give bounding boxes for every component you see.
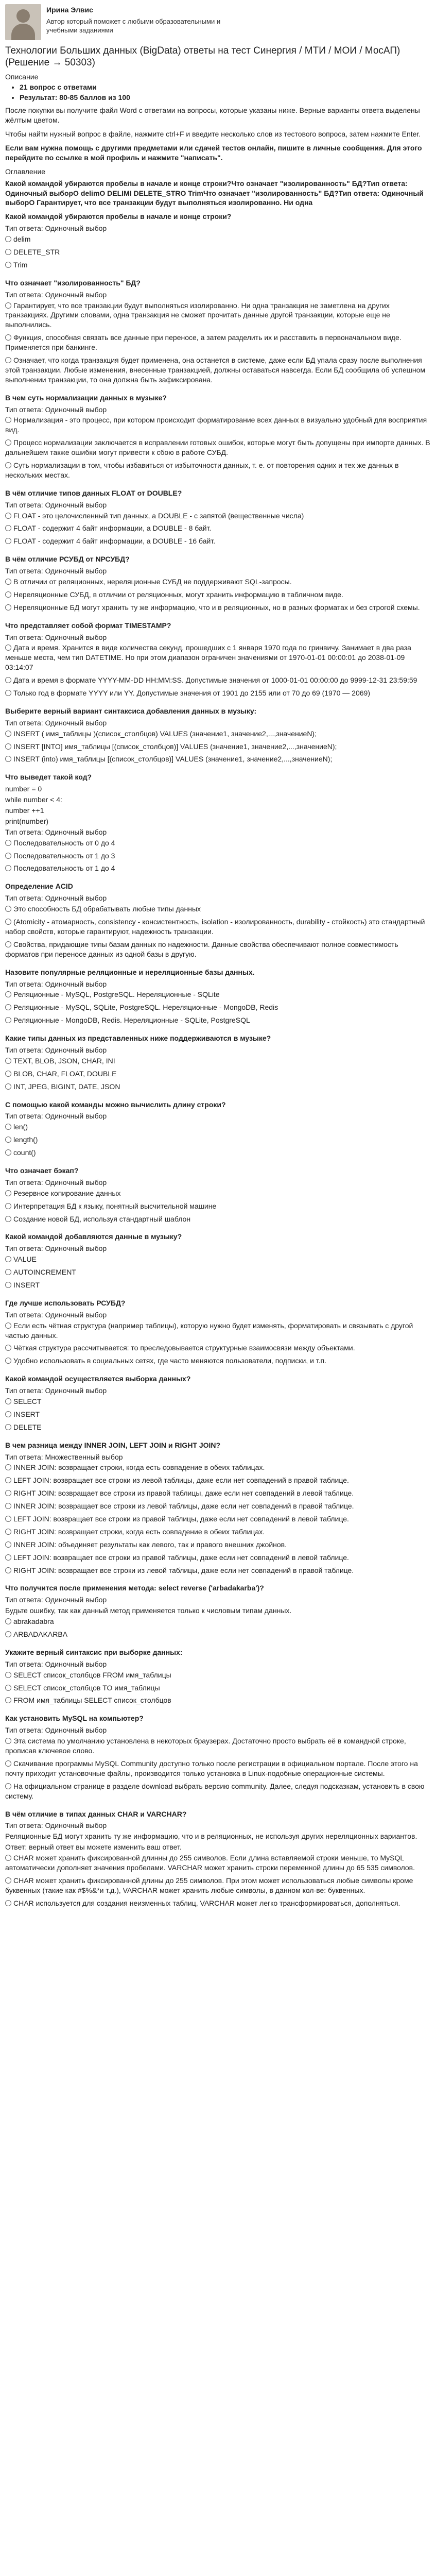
- question-block: [5, 1809, 431, 1908]
- answer-option-label: RIGHT JOIN: возвращает строки, когда есть совпадение в обеих таблицах.: [13, 1527, 265, 1536]
- question-text: В чем суть нормализации данных в музыке?: [5, 393, 167, 402]
- answer-option-label: DELETE_STR: [13, 247, 60, 256]
- radio-icon[interactable]: [5, 1877, 11, 1884]
- question-block: [5, 772, 431, 873]
- radio-icon[interactable]: [5, 1424, 11, 1430]
- answer-option[interactable]: [5, 1853, 431, 1873]
- question-text: С помощью какой команды можно вычислить длину строки?: [5, 1100, 226, 1109]
- answer-option[interactable]: [5, 523, 431, 533]
- answer-option[interactable]: [5, 1255, 431, 1264]
- answer-option-label: Удобно использовать в социальных сетях, где часто меняются пользователи, подписки, и т.п.: [13, 1357, 326, 1365]
- question-text: Что получится после применения метода: select reverse ('arbadakarba')?: [5, 1584, 264, 1592]
- radio-icon[interactable]: [5, 462, 11, 468]
- answer-option-label: Процесс нормализации заключается в исправлении готовых ошибок, которые могут быть допущены при импорте данных. В дальнейшем также ошибки могут привести к сбою в работе СУБД.: [5, 438, 430, 457]
- radio-icon[interactable]: [5, 591, 11, 598]
- answer-option[interactable]: [5, 1148, 431, 1158]
- question-block: [5, 1033, 431, 1091]
- answer-option[interactable]: [5, 1488, 431, 1498]
- answer-option-label: length(): [13, 1136, 38, 1144]
- question-block: [5, 278, 431, 385]
- answer-type: Тип ответа: Одиночный выбор: [5, 1112, 107, 1121]
- answer-option[interactable]: [5, 1683, 431, 1693]
- question-text: Что представляет собой формат TIMESTAMP?: [5, 621, 171, 630]
- answer-option-label: Последовательность от 1 до 3: [13, 851, 115, 860]
- radio-icon[interactable]: [5, 743, 11, 750]
- radio-icon[interactable]: [5, 1256, 11, 1262]
- answer-option[interactable]: [5, 1321, 431, 1341]
- radio-icon[interactable]: [5, 604, 11, 611]
- toc-label: Оглавление: [5, 167, 46, 176]
- question-note: Будьте ошибку, так как данный метод применяется только к числовым типам данных.: [5, 1606, 292, 1615]
- answer-option[interactable]: [5, 990, 431, 999]
- question-text: Назовите популярные реляционные и нереляционные базы данных.: [5, 968, 255, 976]
- answer-option-label: Функция, способная связать все данные при переносе, а затем разделить их и расставить в первоначальном виде. Применяется при банкинге.: [5, 333, 402, 352]
- answer-type: Тип ответа: Одиночный выбор: [5, 1310, 107, 1319]
- description-label: Описание: [5, 72, 39, 81]
- answer-option-label: Это способность БД обрабатывать любые типы данных: [13, 905, 201, 913]
- question-block: [5, 393, 431, 480]
- code-line: number ++1: [5, 806, 44, 815]
- radio-icon[interactable]: [5, 991, 11, 997]
- answer-option-label: INNER JOIN: возвращает все строки из левой таблицы, даже если нет совпадений в правой таблице.: [13, 1502, 354, 1511]
- answer-option-label: Реляционные - MySQL, SQLite, PostgreSQL. Нереляционные - MongoDB, Redis: [13, 1003, 278, 1012]
- question-block: [5, 706, 431, 764]
- radio-icon[interactable]: [5, 1541, 11, 1548]
- answer-option-label: RIGHT JOIN: возвращает все строки из правой таблицы, даже если нет совпадений в левой таблице.: [13, 1489, 354, 1498]
- answer-option-label: INSERT: [13, 1410, 40, 1418]
- answer-option[interactable]: [5, 247, 431, 257]
- answer-option-label: Реляционные - MongoDB, Redis. Нереляционные - SQLite, PostgreSQL: [13, 1016, 250, 1025]
- radio-icon[interactable]: [5, 1618, 11, 1624]
- answer-option[interactable]: [5, 461, 431, 480]
- radio-icon[interactable]: [5, 334, 11, 341]
- answer-option-label: Гарантирует, что все транзакции будут выполняться изолированно. Ни одна транзакция не заметлена на других транзакциях. Другими словами, одна транзакция не сможет прочитать данные другой транзакции, которые еще не выполнились.: [5, 301, 390, 329]
- answer-option-label: CHAR может хранить фиксированной длины до 255 символов. При этом может использоваться любые символы кроме буквенных (такие как #$%&*и т.д.), VARCHAR может хранить любые символы, в данном кол-ве: буквенных.: [5, 1876, 413, 1894]
- answer-option[interactable]: [5, 1670, 431, 1680]
- radio-icon[interactable]: [5, 1203, 11, 1209]
- question-block: [5, 1583, 431, 1639]
- answer-option-label: TEXT, BLOB, JSON, CHAR, INI: [13, 1056, 115, 1065]
- question-text: Что означает "изолированность" БД?: [5, 278, 141, 287]
- answer-option[interactable]: [5, 1356, 431, 1366]
- answer-option-label: CHAR используется для создания неизменных таблиц, VARCHAR может легко трансформироваться, дополняться.: [13, 1899, 400, 1907]
- radio-icon[interactable]: [5, 1697, 11, 1703]
- stat-questions: • 21 вопрос с ответами: [20, 82, 431, 92]
- radio-icon[interactable]: [5, 1269, 11, 1275]
- answer-option[interactable]: [5, 851, 431, 861]
- answer-option-label: (Atomicity - атомарность, consistency - консистентность, isolation - изолированность, durability - стойкость) это стандартный набор свойств, которые гарантируют, надежность транзакции.: [5, 918, 425, 936]
- answer-option-label: INT, JPEG, BIGINT, DATE, JSON: [13, 1082, 120, 1091]
- answer-option[interactable]: [5, 643, 431, 672]
- answer-option-label: Скачивание программы MySQL Community доступно только после регистрации в официальном портале. После этого на почту приходит установочные файлы, производится только установка в Linux-подобные операционные системы.: [5, 1759, 418, 1777]
- radio-icon[interactable]: [5, 1282, 11, 1288]
- answer-option[interactable]: [5, 1189, 431, 1198]
- radio-icon[interactable]: [5, 1149, 11, 1156]
- answer-option[interactable]: [5, 1759, 431, 1778]
- radio-icon[interactable]: [5, 1567, 11, 1573]
- answer-option[interactable]: [5, 1015, 431, 1025]
- question-text: Где лучше использовать РСУБД?: [5, 1298, 126, 1307]
- answer-option-label: Создание новой БД, используя стандартный шаблон: [13, 1214, 191, 1223]
- answer-option-label: Эта система по умолчанию установлена в некоторых браузерах. Достаточно просто выбрать её в командной строке, прописав ключевое слово.: [5, 1737, 406, 1755]
- answer-option-label: FLOAT - содержит 4 байт информации, а DOUBLE - 16 байт.: [13, 537, 216, 546]
- answer-option-label: Последовательность от 1 до 4: [13, 864, 115, 873]
- author-name[interactable]: Ирина Элвис: [46, 6, 93, 14]
- radio-icon[interactable]: [5, 1190, 11, 1196]
- radio-icon[interactable]: [5, 1345, 11, 1351]
- answer-option[interactable]: [5, 1214, 431, 1224]
- answer-option[interactable]: [5, 1280, 431, 1290]
- author-info: [46, 4, 232, 35]
- radio-icon[interactable]: [5, 1323, 11, 1329]
- answer-option-label: LEFT JOIN: возвращает все строки из правой таблицы, даже если нет совпадений в левой таблице.: [13, 1553, 349, 1562]
- answer-type: Тип ответа: Одиночный выбор: [5, 500, 107, 509]
- answer-option-label: INSERT [INTO] имя_таблицы [(список_столбцов)] VALUES (значение1, значение2,...,значениеN);: [13, 742, 337, 751]
- radio-icon[interactable]: [5, 1058, 11, 1064]
- stat-result: • Результат: 80-85 баллов из 100: [20, 93, 431, 103]
- answer-option[interactable]: [5, 234, 431, 244]
- radio-icon[interactable]: [5, 357, 11, 363]
- answer-option[interactable]: [5, 1501, 431, 1511]
- answer-option-label: AUTOINCREMENT: [13, 1268, 76, 1277]
- answer-option[interactable]: [5, 917, 431, 937]
- question-block: [5, 1232, 431, 1290]
- answer-option-label: Нереляционные БД могут хранить ту же информацию, что и в реляционных, но в разных форматах и без строгой схемы.: [13, 603, 420, 612]
- radio-icon[interactable]: [5, 1490, 11, 1496]
- radio-icon[interactable]: [5, 1760, 11, 1767]
- answer-option-label: INNER JOIN: объединяет результаты как левого, так и правого внешних джойнов.: [13, 1540, 287, 1549]
- question-block: [5, 1100, 431, 1158]
- radio-icon[interactable]: [5, 690, 11, 696]
- answer-option[interactable]: [5, 1876, 431, 1895]
- answer-option-label: INNER JOIN: возвращает строки, когда есть совпадение в обеих таблицах.: [13, 1463, 265, 1472]
- answer-option-label: Если есть чётная структура (например таблицы), которую нужно будет изменять, форматировать и связывать с другой частью данных.: [5, 1321, 413, 1340]
- question-text: Выберите верный вариант синтаксиса добавления данных в музыку:: [5, 706, 257, 715]
- radio-icon[interactable]: [5, 853, 11, 859]
- question-text: Какой командой добавляются данные в музыку?: [5, 1232, 182, 1241]
- answer-option[interactable]: [5, 1736, 431, 1756]
- radio-icon[interactable]: [5, 1529, 11, 1535]
- radio-icon[interactable]: [5, 1216, 11, 1222]
- radio-icon[interactable]: [5, 513, 11, 519]
- help-note: Если вам нужна помощь с другими предметами или сдачей тестов онлайн, пишите в личные сообщения. Для этого перейдите по ссылке в мой профиль и нажмите "написать".: [5, 143, 422, 162]
- answer-option-label: Интерпретация БД к языку, понятный высчительной машине: [13, 1201, 217, 1210]
- question-block: [5, 554, 431, 612]
- stats-list: [5, 82, 431, 103]
- answer-option-label: Дата и время. Хранится в виде количества секунд, прошедших с 1 января 1970 года по гринвичу. Занимает в два раза меньше места, чем тип DATETIME. Но при этом диапазон ограничен значениями от 1970-01-01 00:00:01 до 2038-01-09 03:14:07: [5, 643, 411, 672]
- answer-option-label: CHAR может хранить фиксированной длинны до 255 символов. Если длина вставляемой строки меньше, то MySQL автоматически дополняет значения пробелами. VARCHAR может хранить строки переменной длины до 65 535 символов.: [5, 1854, 415, 1872]
- radio-icon[interactable]: [5, 840, 11, 846]
- answer-option-label: LEFT JOIN: возвращает все строки из правой таблицы, даже если нет совпадений в левой таблице.: [13, 1515, 349, 1523]
- question-note: Реляционные БД могут хранить ту же информацию, что и в реляционных, не используя других нереляционных вариантов.: [5, 1832, 417, 1841]
- answer-option[interactable]: [5, 355, 431, 385]
- answer-option[interactable]: [5, 1527, 431, 1537]
- radio-icon[interactable]: [5, 919, 11, 925]
- question-block: [5, 1298, 431, 1366]
- radio-icon[interactable]: [5, 1004, 11, 1010]
- answer-option-label: FROM имя_таблицы SELECT список_столбцов: [13, 1696, 171, 1705]
- answer-option[interactable]: [5, 1397, 431, 1406]
- answer-option[interactable]: [5, 675, 431, 685]
- question-text: Как установить MySQL на компьютер?: [5, 1714, 144, 1723]
- question-text: Какие типы данных из представленных ниже поддерживаются в музыке?: [5, 1034, 271, 1043]
- radio-icon[interactable]: [5, 1554, 11, 1561]
- answer-type: Тип ответа: Одиночный выбор: [5, 1178, 107, 1187]
- radio-icon[interactable]: [5, 1738, 11, 1744]
- answer-option[interactable]: [5, 301, 431, 330]
- radio-icon[interactable]: [5, 1398, 11, 1404]
- radio-icon[interactable]: [5, 1900, 11, 1906]
- answer-type: Тип ответа: Одиночный выбор: [5, 979, 107, 988]
- radio-icon[interactable]: [5, 538, 11, 544]
- radio-icon[interactable]: [5, 645, 11, 651]
- answer-option-label: Нормализация - это процесс, при котором происходит форматирование всех данных в визуально удобный для восприятия вид.: [5, 416, 427, 434]
- answer-option-label: В отличии от реляционных, нереляционные СУБД не поддерживают SQL-запросы.: [13, 578, 292, 586]
- question-block: [5, 1166, 431, 1224]
- answer-option-label: Дата и время в формате YYYY-MM-DD HH:MM:SS. Допустимые значения от 1000-01-01 00:00:00 до 9999-12-31 23:59:59: [13, 676, 417, 685]
- radio-icon[interactable]: [5, 1855, 11, 1861]
- answer-option-label: ARBADAKARBA: [13, 1630, 68, 1639]
- question-block: [5, 1714, 431, 1801]
- answer-option[interactable]: [5, 1122, 431, 1132]
- radio-icon[interactable]: [5, 1672, 11, 1678]
- radio-icon[interactable]: [5, 249, 11, 255]
- code-line: print(number): [5, 817, 49, 825]
- answer-option-label: Означает, что когда транзакция будет применена, она останется в системе, даже если БД упала сразу после выполнения этой транзакции. Любые изменения, внесенные транзакцией, должны оставаться навсегда. Если БД сообщила об успешном выполнении транзакции, то она должна быть зафиксирована.: [5, 355, 426, 384]
- answer-option-label: VALUE: [13, 1255, 37, 1264]
- answer-option-label: INSERT: [13, 1280, 40, 1289]
- answer-option[interactable]: [5, 590, 431, 600]
- code-line: while number < 4:: [5, 795, 62, 804]
- answer-option[interactable]: [5, 1069, 431, 1079]
- answer-option-label: Нереляционные СУБД, в отличии от реляционных, могут хранить информацию в табличном виде.: [13, 590, 343, 599]
- question-block: [5, 1648, 431, 1705]
- answer-option[interactable]: [5, 1553, 431, 1563]
- question-text: В чём отличие типов данных FLOAT от DOUBLE?: [5, 488, 182, 497]
- question-note: Ответ: верный ответ вы можете изменить ваш ответ.: [5, 1843, 182, 1852]
- radio-icon[interactable]: [5, 1017, 11, 1023]
- answer-option[interactable]: [5, 1696, 431, 1705]
- answer-option-label: Trim: [13, 260, 28, 269]
- answer-type: Тип ответа: Одиночный выбор: [5, 567, 107, 575]
- answer-option-label: INSERT ( имя_таблицы )(список_столбцов) VALUES (значение1, значение2,...,значениеN);: [13, 729, 317, 738]
- answer-option-label: BLOB, CHAR, FLOAT, DOUBLE: [13, 1069, 117, 1078]
- question-block: [5, 1440, 431, 1575]
- answer-option-label: abrakadabra: [13, 1617, 54, 1626]
- radio-icon[interactable]: [5, 525, 11, 531]
- answer-option[interactable]: [5, 333, 431, 352]
- answer-option[interactable]: [5, 1566, 431, 1575]
- radio-icon[interactable]: [5, 1477, 11, 1483]
- radio-icon[interactable]: [5, 1137, 11, 1143]
- question-block: [5, 882, 431, 959]
- answer-option[interactable]: [5, 1422, 431, 1432]
- radio-icon[interactable]: [5, 1464, 11, 1470]
- radio-icon[interactable]: [5, 1631, 11, 1637]
- author-description: Автор который поможет с любыми образовательными и учебными заданиями: [46, 17, 221, 35]
- radio-icon[interactable]: [5, 677, 11, 683]
- question-text: В чем разница между INNER JOIN, LEFT JOIN и RIGHT JOIN?: [5, 1440, 221, 1449]
- question-text: Что означает бэкап?: [5, 1166, 79, 1175]
- answer-option[interactable]: [5, 1201, 431, 1211]
- answer-option[interactable]: [5, 863, 431, 873]
- answer-option-label: SELECT список_столбцов FROM имя_таблицы: [13, 1670, 171, 1679]
- radio-icon[interactable]: [5, 1071, 11, 1077]
- answer-option[interactable]: [5, 1514, 431, 1524]
- radio-icon[interactable]: [5, 756, 11, 762]
- question-block: [5, 968, 431, 1025]
- answer-option[interactable]: [5, 1082, 431, 1092]
- answer-option[interactable]: [5, 940, 431, 959]
- answer-type: Тип ответа: Множественный выбор: [5, 1452, 123, 1461]
- answer-option-label: len(): [13, 1123, 28, 1131]
- answer-option[interactable]: [5, 1630, 431, 1639]
- radio-icon[interactable]: [5, 1516, 11, 1522]
- radio-icon[interactable]: [5, 439, 11, 446]
- radio-icon[interactable]: [5, 731, 11, 737]
- answer-option[interactable]: [5, 1343, 431, 1353]
- answer-option-label: FLOAT - содержит 4 байт информации, а DOUBLE - 8 байт.: [13, 524, 212, 533]
- answer-option-label: Свойства, придающие типы базам данных по надежности. Данные свойства обеспечивают полное совместимость форматов при переносе данных из одной базы в другую.: [5, 940, 398, 958]
- radio-icon[interactable]: [5, 941, 11, 947]
- question-text: Что выведет такой код?: [5, 773, 92, 782]
- answer-option-label: SELECT список_столбцов TO имя_таблицы: [13, 1683, 160, 1692]
- answer-option[interactable]: [5, 904, 431, 914]
- question-text: Какой командой осуществляется выборка данных?: [5, 1375, 191, 1383]
- answer-option[interactable]: [5, 1056, 431, 1066]
- answer-option-label: Суть нормализации в том, чтобы избавиться от избыточности данных, т. е. от повторения одних и тех же данных в нескольких местах.: [5, 461, 399, 479]
- answer-type: Тип ответа: Одиночный выбор: [5, 718, 107, 727]
- radio-icon[interactable]: [5, 1783, 11, 1789]
- intro-text: Чтобы найти нужный вопрос в файле, нажмите ctrl+F и введите несколько слов из тестового вопроса, затем нажмите Enter.: [5, 130, 421, 139]
- answer-option[interactable]: [5, 1135, 431, 1145]
- question-block: [5, 1374, 431, 1432]
- answer-option[interactable]: [5, 511, 431, 521]
- radio-icon[interactable]: [5, 417, 11, 423]
- question-text: В чём отличие РСУБД от NРСУБД?: [5, 555, 130, 564]
- answer-option-label: Резервное копирование данных: [13, 1189, 121, 1197]
- question-text: Укажите верный синтаксис при выборке данных:: [5, 1648, 183, 1656]
- question-text: Какой командой убираются пробелы в начале и конце строки?: [5, 212, 232, 221]
- radio-icon[interactable]: [5, 579, 11, 585]
- radio-icon[interactable]: [5, 1685, 11, 1691]
- answer-option-label: DELETE: [13, 1422, 42, 1431]
- intro-text: После покупки вы получите файл Word с ответами на вопросы, которые указаны ниже. Верные варианты ответа выделены жёлтым цветом.: [5, 106, 420, 125]
- answer-type: Тип ответа: Одиночный выбор: [5, 894, 107, 903]
- code-line: number = 0: [5, 785, 42, 793]
- answer-option[interactable]: [5, 742, 431, 752]
- answer-option[interactable]: [5, 260, 431, 270]
- answer-option-label: Реляционные - MySQL, PostgreSQL. Нереляционные - SQLite: [13, 990, 220, 999]
- answer-option-label: Чёткая структура рассчитывается: то преследовывается структурные взаимосвязи между объектами.: [13, 1344, 355, 1352]
- questions-list: [5, 212, 431, 1908]
- answer-type: Тип ответа: Одиночный выбор: [5, 1596, 107, 1604]
- answer-option-label: Последовательность от 0 до 4: [13, 838, 115, 847]
- answer-option[interactable]: [5, 688, 431, 698]
- answer-option-label: Только год в формате YYYY или YY. Допустимые значения от 1901 до 2155 или от 70 до 69 (1970 — 2069): [13, 689, 370, 698]
- radio-icon[interactable]: [5, 236, 11, 242]
- answer-option[interactable]: [5, 1782, 431, 1801]
- radio-icon[interactable]: [5, 1358, 11, 1364]
- answer-type: Тип ответа: Одиночный выбор: [5, 405, 107, 414]
- answer-option-label: FLOAT - это целочисленный тип данных, а DOUBLE - с запятой (вещественные числа): [13, 511, 304, 520]
- answer-type: Тип ответа: Одиночный выбор: [5, 1244, 107, 1253]
- answer-option-label: На официальном странице в разделе download выбрать версию community. Далее, следуя подсказкам, установить в свою систему.: [5, 1782, 425, 1800]
- answer-option-label: LEFT JOIN: возвращает все строки из левой таблицы, даже если нет совпадений в правой таблице.: [13, 1476, 349, 1485]
- answer-type: Тип ответа: Одиночный выбор: [5, 224, 107, 233]
- answer-option[interactable]: [5, 1476, 431, 1485]
- answer-type: Тип ответа: Одиночный выбор: [5, 633, 107, 641]
- author-block: [5, 4, 431, 40]
- answer-option[interactable]: [5, 603, 431, 613]
- answer-type: Тип ответа: Одиночный выбор: [5, 290, 107, 299]
- answer-type: Тип ответа: Одиночный выбор: [5, 1659, 107, 1668]
- answer-option-label: SELECT: [13, 1397, 42, 1405]
- radio-icon[interactable]: [5, 865, 11, 871]
- answer-option[interactable]: [5, 838, 431, 848]
- answer-option[interactable]: [5, 1410, 431, 1419]
- radio-icon[interactable]: [5, 1124, 11, 1130]
- answer-option[interactable]: [5, 536, 431, 546]
- answer-option[interactable]: [5, 1463, 431, 1472]
- answer-option-label: RIGHT JOIN: возвращает все строки из левой таблицы, даже если нет совпадений в правой таблице.: [13, 1566, 354, 1574]
- answer-option[interactable]: [5, 438, 431, 457]
- radio-icon[interactable]: [5, 302, 11, 309]
- answer-option-label: count(): [13, 1148, 36, 1157]
- answer-option-label: delim: [13, 235, 31, 244]
- answer-type: Тип ответа: Одиночный выбор: [5, 827, 107, 836]
- answer-type: Тип ответа: Одиночный выбор: [5, 1726, 107, 1735]
- answer-option[interactable]: [5, 1003, 431, 1012]
- radio-icon[interactable]: [5, 1411, 11, 1417]
- answer-option[interactable]: [5, 729, 431, 739]
- answer-option[interactable]: [5, 1617, 431, 1626]
- question-text: В чём отличие в типах данных CHAR и VARCHAR?: [5, 1809, 187, 1818]
- page-title: Технологии Больших данных (BigData) ответы на тест Синергия / МТИ / МОИ / МосАП) (Решение → 50303): [5, 45, 400, 68]
- answer-option[interactable]: [5, 754, 431, 764]
- answer-option[interactable]: [5, 1267, 431, 1277]
- radio-icon[interactable]: [5, 1083, 11, 1090]
- answer-type: Тип ответа: Одиночный выбор: [5, 1821, 107, 1830]
- radio-icon[interactable]: [5, 262, 11, 268]
- radio-icon[interactable]: [5, 906, 11, 912]
- answer-option[interactable]: [5, 577, 431, 587]
- answer-option[interactable]: [5, 415, 431, 435]
- toc-text: Какой командой убираются пробелы в начале и конце строки?Что означает "изолированность" БД?Тип ответа: Одиночный выборО delimО DELIMI DELETE_STRO TrimЧто означает "изолированность" БД?Тип ответа: Одиночный выборО Гарантирует, что все транзакции будут выполняться изолированно. Ни одна: [5, 179, 424, 207]
- radio-icon[interactable]: [5, 1503, 11, 1509]
- question-block: [5, 488, 431, 546]
- question-block: [5, 621, 431, 698]
- avatar[interactable]: [5, 4, 41, 40]
- answer-option-label: INSERT (into) имя_таблицы [(список_столбцов)] VALUES (значение1, значение2,...,значениеN);: [13, 755, 333, 764]
- answer-type: Тип ответа: Одиночный выбор: [5, 1386, 107, 1395]
- question-block: [5, 212, 431, 269]
- question-text: Определение ACID: [5, 882, 73, 891]
- answer-option[interactable]: [5, 1899, 431, 1908]
- answer-option[interactable]: [5, 1540, 431, 1550]
- answer-type: Тип ответа: Одиночный выбор: [5, 1045, 107, 1054]
